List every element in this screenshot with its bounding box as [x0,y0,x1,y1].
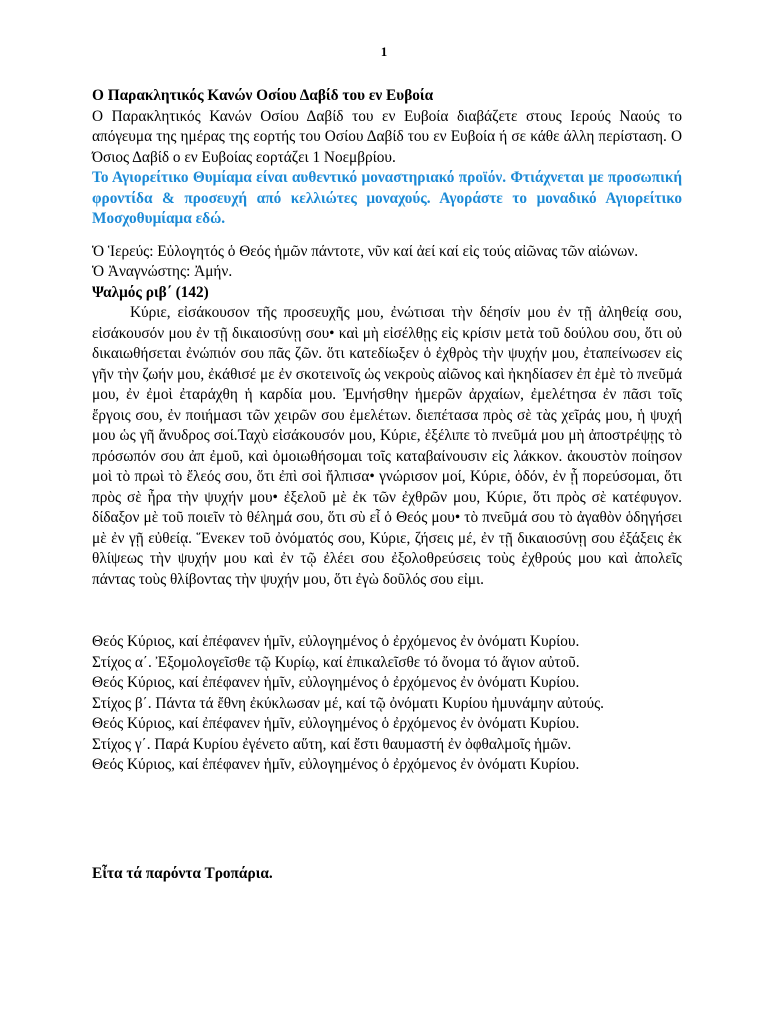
spacer [92,230,682,242]
verse-line: Θεός Κύριος, καί ἐπέφανεν ἡμῖν, εὐλογημένος ὁ ἐρχόμενος ἐν ὀνόματι Κυρίου. [92,756,580,773]
document-title: Ο Παρακλητικός Κανών Οσίου Δαβίδ του εν Ευβοία [92,87,434,104]
verse-line: Θεός Κύριος, καί ἐπέφανεν ἡμῖν, εὐλογημένος ὁ ἐρχόμενος ἐν ὀνόματι Κυρίου. [92,715,580,732]
ad-link[interactable]: εδώ. [195,210,226,227]
verse-line: Θεός Κύριος, καί ἐπέφανεν ἡμῖν, εὐλογημένος ὁ ἐρχόμενος ἐν ὀνόματι Κυρίου. [92,674,580,691]
troparia-heading: Εἶτα τά παρόντα Τροπάρια. [92,864,273,882]
incense-ad-paragraph [92,168,682,230]
verse-line: Στίχος α΄. Ἐξομολογεῖσθε τῷ Κυρίῳ, καί ἐπικαλεῖσθε τό ὄνομα τό ἅγιον αὐτοῦ. [92,653,580,671]
page-number: 1 [380,44,388,59]
verses-block [92,632,682,776]
verse-line: Θεός Κύριος, καί ἐπέφανεν ἡμῖν, εὐλογημένος ὁ ἐρχόμενος ἐν ὀνόματι Κυρίου. [92,633,580,650]
reader-line: Ὁ Ἀναγνώστης: Ἀμήν. [92,263,233,280]
document-body [92,86,682,899]
intro-paragraph: Ο Παρακλητικός Κανών Οσίου Δαβίδ του εν Ευβοία διαβάζετε στους Ιερούς Ναούς το απόγευμα της ημέρας της εορτής του Οσίου Δαβίδ του εν Ευβοία ή σε κάθε άλλη περίσταση. Ο Όσιος Δαβίδ ο εν Ευβοίας εορτάζει 1 Νοεμβρίου. [92,107,682,166]
psalm-text: Κύριε, εἰσάκουσον τῆς προσευχῆς μου, ἐνώτισαι τὴν δέησίν μου ἐν τῇ ἀληθείᾳ σου, εἰσάκουσόν μου ἐν τῇ δικαιοσύνῃ σου• καὶ μὴ εἰσέλθῃς εἰς κρίσιν μετὰ τοῦ δούλου σου, ὅτι οὐ δικαιωθήσεται ἐνώπιόν σου πᾶς ζῶν. ὅτι κατεδίωξεν ὁ ἐχθρὸς τὴν ψυχήν μου, ἐταπείνωσεν εἰς γῆν τὴν ζωήν μου, ἐκάθισέ με ἐν σκοτεινοῖς ὡς νεκροὺς αἰῶνος καὶ ἠκηδίασεν ἐπ ἐμὲ τὸ πνεῦμά μου, ἐν ἐμοὶ ἐταράχθη ἡ καρδία μου. Ἐμνήσθην ἡμερῶν ἀρχαίων, ἐμελέτησα ἐν πᾶσι τοῖς ἔργοις σου, ἐν ποιήμασι τῶν χειρῶν σου ἐμελέτων. διεπέτασα πρὸς σὲ τὰς χεῖράς μου, ἡ ψυχή μου ὡς γῆ ἄνυδρος σοί.Ταχὺ εἰσάκουσόν μου, Κύριε, ἐξέλιπε τὸ πνεῦμά μου μὴ ἀποστρέψῃς τὸ πρόσωπόν σου ἀπ ἐμοῦ, καὶ ὁμοιωθήσομαι τοῖς καταβαίνουσιν εἰς λάκκον. ἀκουστὸν ποίησον μοὶ τὸ πρωὶ τὸ ἔλεός σου, ὅτι ἐπὶ σοὶ ἤλπισα• γνώρισον μοί, Κύριε, ὁδόν, ἐν ᾗ πορεύσομαι, ὅτι πρὸς σὲ ἦρα τὴν ψυχήν μου• ἐξελοῦ μὲ ἐκ τῶν ἐχθρῶν μου, Κύριε, ὅτι πρὸς σὲ κατέφυγον. δίδαξον μὲ τοῦ ποιεῖν τὸ θέλημά σου, ὅτι σὺ εἶ ὁ Θεός μου• τὸ πνεῦμά σου τὸ ἀγαθὸν ὁδηγήσει μὲ ἐν γῇ εὐθείᾳ. Ἕνεκεν τοῦ ὀνόματός σου, Κύριε, ζήσεις μέ, ἐν τῇ δικαιοσύνῃ σου ἐξάξεις ἐκ θλίψεως τὴν ψυχήν μου καὶ ἐν τῷ ἐλέει σου ἐξολοθρεύσεις τοὺς ἐχθρούς μου καὶ ἀπολεῖς πάντας τοὺς θλίβοντας τὴν ψυχήν μου, ὅτι ἐγὼ δοῦλός σου εἰμι. [92,304,682,588]
priest-line: Ὁ Ἱερεύς: Εὐλογητός ὁ Θεός ἡμῶν πάντοτε, νῦν καί ἀεί καί εἰς τούς αἰῶνας τῶν αἰώνων. [92,242,639,260]
verse-line: Στίχος β΄. Πάντα τά ἔθνη ἐκύκλωσαν μέ, καί τῷ ὀνόματι Κυρίου ἠμυνάμην αὐτούς. [92,694,604,712]
ad-text: Το Αγιορείτικο Θυμίαμα είναι αυθεντικό μοναστηριακό προϊόν. Φτιάχνεται με προσωπική φροντίδα & προσευχή από κελλιώτες μοναχούς. Αγοράστε το μοναδικό Αγιορείτικο Μοσχοθυμίαμα [92,169,682,227]
verse-line: Στίχος γ΄. Παρά Κυρίου ἐγένετο αὕτη, καί ἔστι θαυμαστή ἐν ὀφθαλμοῖς ἡμῶν. [92,735,572,753]
psalm-heading: Ψαλμός ριβ΄ (142) [92,283,209,301]
